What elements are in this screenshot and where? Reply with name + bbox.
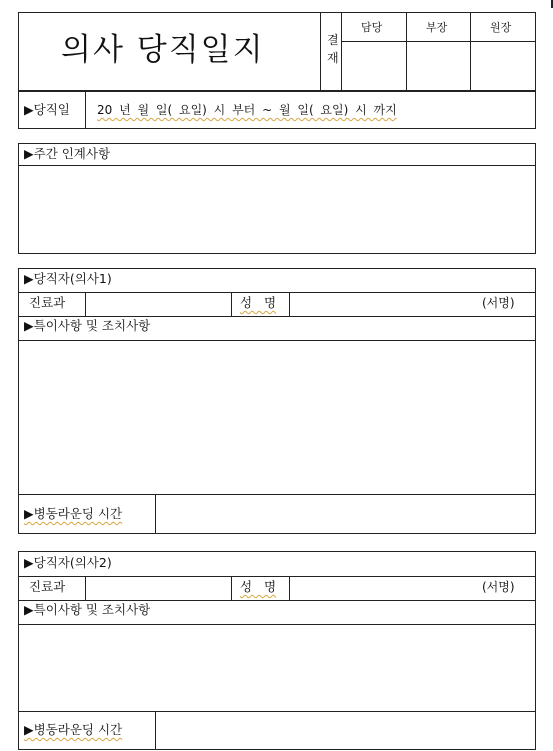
doctor2-rounding-field[interactable] [156, 712, 535, 749]
doctor1-notes-textarea[interactable] [19, 341, 535, 494]
approval-sign-cell-manager[interactable] [342, 42, 405, 90]
duty-date-label: ▶당직일 [24, 102, 70, 117]
approval-col-manager: 담당 [361, 21, 383, 34]
doctor1-rounding-label: ▶병동라운딩 시간 [24, 506, 123, 521]
header-box [18, 12, 536, 91]
approval-label-bottom: 재 [327, 51, 339, 65]
doctor2-dept-field[interactable] [86, 577, 230, 600]
duty-date-row [18, 91, 536, 129]
approval-col-director: 부장 [426, 21, 448, 34]
doctor1-section [18, 268, 536, 534]
doctor2-rounding-label: ▶병동라운딩 시간 [24, 722, 123, 737]
doctor2-notes-textarea[interactable] [19, 625, 535, 711]
duty-date-field[interactable]: 20 년 월 일( 요일) 시 부터 ~ 월 일( 요일) 시 까지 [97, 103, 397, 117]
approval-col-president: 원장 [490, 21, 512, 34]
handover-textarea[interactable] [19, 166, 535, 253]
doctor1-label: ▶당직자(의사1) [24, 271, 112, 286]
approval-sign-cell-president[interactable] [471, 42, 534, 90]
page-title: 의사 당직일지 [61, 32, 265, 68]
doctor2-notes-label: ▶특이사항 및 조치사항 [24, 602, 151, 617]
doctor1-notes-label: ▶특이사항 및 조치사항 [24, 318, 151, 333]
doctor2-sign-label: (서명) [482, 580, 515, 594]
doctor1-sign-label: (서명) [482, 296, 515, 310]
handover-section [18, 143, 536, 254]
doctor2-section [18, 551, 536, 750]
doctor1-dept-field[interactable] [86, 293, 230, 316]
doctor1-name-field[interactable] [290, 293, 480, 316]
handover-label: ▶주간 인계사항 [24, 146, 111, 161]
doctor2-name-label: 성 명 [240, 579, 277, 594]
approval-sign-cell-director[interactable] [407, 42, 469, 90]
doctor1-dept-label: 진료과 [29, 295, 66, 310]
doctor1-name-label: 성 명 [240, 295, 277, 310]
approval-label-top: 결 [327, 33, 339, 47]
doctor2-name-field[interactable] [290, 577, 480, 600]
doctor1-rounding-field[interactable] [156, 495, 535, 533]
doctor2-label: ▶당직자(의사2) [24, 555, 112, 570]
doctor2-dept-label: 진료과 [29, 579, 66, 594]
